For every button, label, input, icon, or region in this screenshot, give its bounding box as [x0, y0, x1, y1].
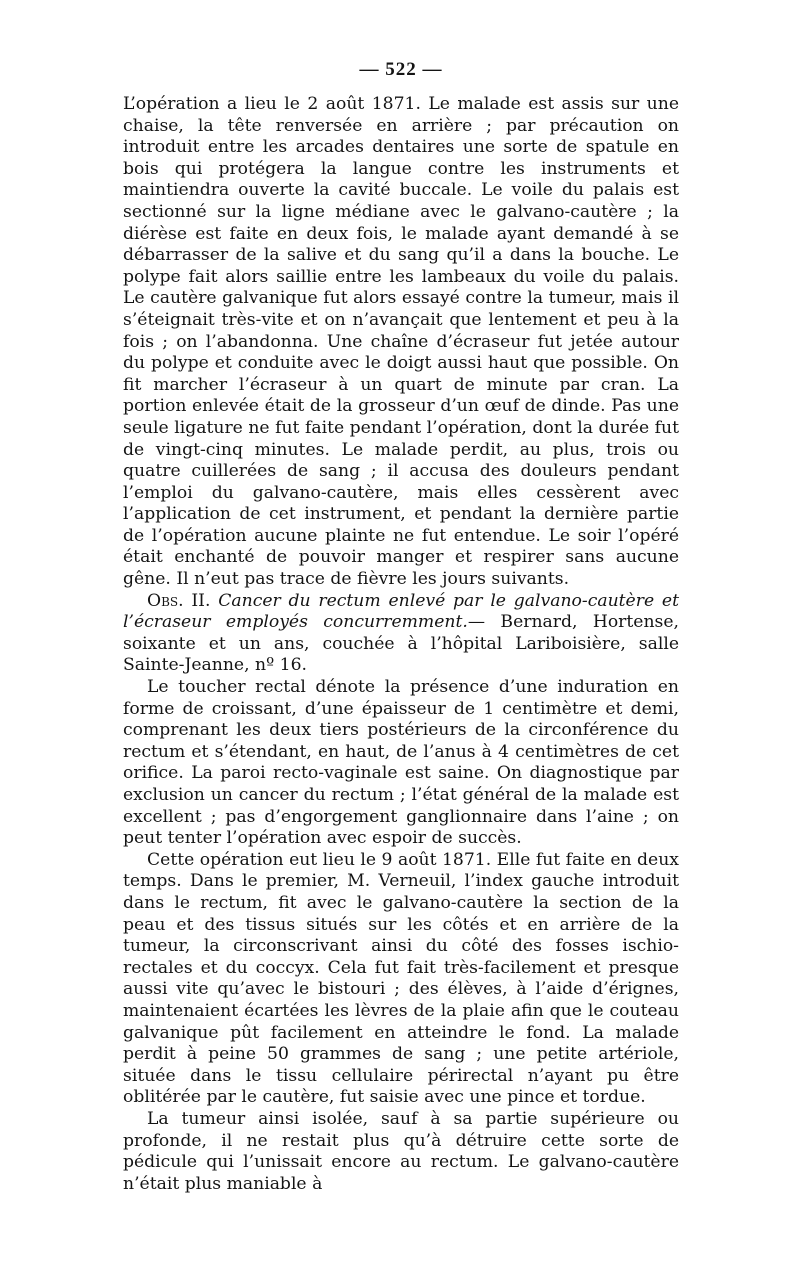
page-number: — 522 — — [359, 59, 443, 80]
observation-patient: — Bernard, Hortense, soixante et un ans, couchée à l’hôpital Lariboisière, salle Sainte-Jeanne, nº 16. — [123, 612, 679, 676]
observation-title: Cancer du rectum enlevé par le galvano-cautère et l’écraseur employés concurremment. — [123, 590, 679, 633]
paragraph-rectal-exam: Le toucher rectal dénote la présence d’une induration en forme de croissant, d’une épaisseur de 1 centimètre et demi, comprenant les deux tiers postérieurs de la circonférence du rectum et s’étendant, en haut, de l’anus à 4 centimètres de cet orifice. La paroi recto-vaginale est saine. On diagnostique par exclusion un cancer du rectum ; l’état général de la malade est excellent ; pas d’engorgement ganglionnaire dans l’aine ; on peut tenter l’opération avec espoir de succès. — [123, 677, 679, 849]
paragraph-operation-1871: L’opération a lieu le 2 août 1871. Le malade est assis sur une chaise, la tête renversée en arrière ; par précaution on introduit entre les arcades dentaires une sorte de spatule en bois qui protégera la langue contre les instruments et maintiendra ouverte la cavité buccale. Le voile du palais est sectionné sur la ligne médiane avec le galvano-cautère ; la diérèse est faite en deux fois, le malade ayant demandé à se débarrasser de la salive et du sang qu’il a dans la bouche. Le polype fait alors saillie entre les lambeaux du voile du palais. Le cautère galvanique fut alors essayé contre la tumeur, mais il s’éteignait très-vite et on n’avançait que lentement et peu à la fois ; on l’abandonna. Une chaîne d’écraseur fut jetée autour du polype et conduite avec le doigt aussi haut que possible. On fit marcher l’écraseur à un quart de minute par cran. La portion enlevée était de la grosseur d’un œuf de dinde. Pas une seule ligature ne fut faite pendant l’opération, dont la durée fut de vingt-cinq minutes. Le malade perdit, au plus, trois ou quatre cuillerées de sang ; il accusa des douleurs pendant l’emploi du galvano-cautère, mais elles cessèrent avec l’application de cet instrument, et pendant la dernière partie de l’opération aucune plainte ne fut entendue. Le soir l’opéré était enchanté de pouvoir manger et respirer sans aucune gêne. Il n’eut pas trace de fièvre les jours suivants. — [123, 94, 679, 590]
observation-label: Obs. II. — [147, 590, 219, 611]
observation-heading — [123, 591, 679, 677]
book-page — [123, 58, 679, 1194]
paragraph-tumor-isolation: La tumeur ainsi isolée, sauf à sa partie supérieure ou profonde, il ne restait plus qu’à détruire cette sorte de pédicule qui l’unissait encore au rectum. Le galvano-cautère n’était plus maniable à — [123, 1108, 679, 1194]
paragraph-operation-description: Cette opération eut lieu le 9 août 1871. Elle fut faite en deux temps. Dans le premier, M. Verneuil, l’index gauche introduit dans le rectum, fit avec le galvano-cautère la section de la peau et des tissus situés sur les côtés et en arrière de la tumeur, la circonscrivant ainsi du côté des fosses ischio-rectales et du coccyx. Cela fut fait très-facilement et presque aussi vite qu’avec le bistouri ; des élèves, à l’aide d’érignes, maintenaient écartées les lèvres de la plaie afin que le couteau galvanique pût facilement en atteindre le fond. La malade perdit à peine 50 grammes de sang ; une petite artériole, située dans le tissu cellulaire périrectal n’ayant pu être oblitérée par le cautère, fut saisie avec une pince et tordue. — [123, 849, 679, 1108]
